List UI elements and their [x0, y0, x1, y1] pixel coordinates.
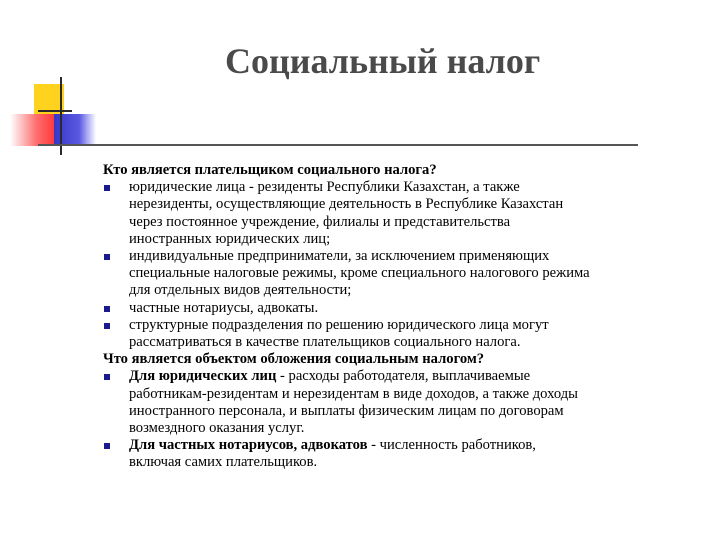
- square-bullet-icon: [104, 185, 110, 191]
- list-item: индивидуальные предприниматели, за исключением применяющих специальные налоговые режимы, кроме специального налогового режима для отдельных видов деятельности;: [103, 248, 703, 300]
- square-bullet-icon: [104, 323, 110, 329]
- square-bullet-icon: [104, 306, 110, 312]
- list-item: Для частных нотариусов, адвокатов - численность работников, включая самих плательщиков.: [103, 437, 703, 471]
- list-item: структурные подразделения по решению юридического лица могут рассматриваться в качестве плательщиков социального налога.: [103, 317, 703, 351]
- list-item: Для юридических лиц - расходы работодателя, выплачиваемые работникам-резидентам и нерезидентам в виде доходов, а также доходы иностранного персонала, и выплаты физическим лицам по договорам возмездного оказания услуг.: [103, 368, 703, 437]
- decor-short-line: [38, 110, 72, 112]
- square-bullet-icon: [104, 254, 110, 260]
- slide-body: [103, 162, 703, 472]
- square-bullet-icon: [104, 374, 110, 380]
- list-item: юридические лица - резиденты Республики Казахстан, а также нерезиденты, осуществляющие деятельность в Республике Казахстан через постоянное учреждение, филиалы и представительства иностранных юридических лиц;: [103, 179, 703, 248]
- decor-red-square: [10, 114, 54, 146]
- slide-title: Социальный налог: [225, 41, 541, 81]
- title-underline: [38, 144, 638, 146]
- question-object: Что является объектом обложения социальным налогом?: [103, 351, 485, 368]
- list-item: частные нотариусы, адвокаты.: [103, 300, 703, 317]
- question-payers: Кто является плательщиком социального налога?: [103, 162, 437, 178]
- square-bullet-icon: [104, 443, 110, 449]
